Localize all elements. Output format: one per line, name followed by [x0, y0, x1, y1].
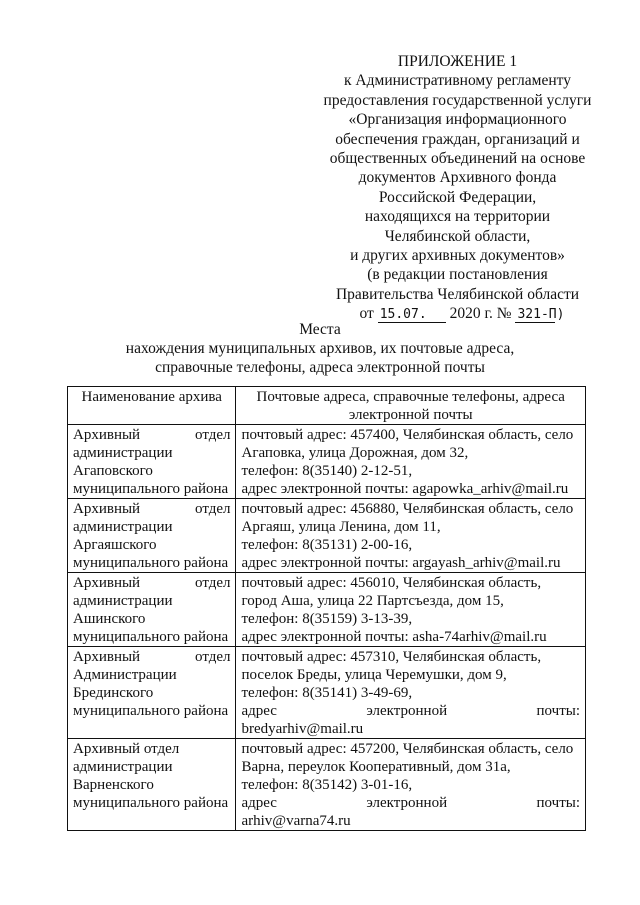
- address-line: почтовый адрес: 457200, Челябинская область, село: [241, 741, 574, 757]
- header-contacts: Почтовые адреса, справочные телефоны, адреса электронной почты: [236, 387, 586, 425]
- address-line: Аргаяш, улица Ленина, дом 11,: [241, 519, 441, 535]
- heading-line: нахождения муниципальных архивов, их почтовые адреса,: [125, 340, 515, 357]
- archive-name-cell: [68, 425, 236, 499]
- email-line: адрес электронной почты: asha-74arhiv@mail.ru: [241, 629, 547, 645]
- name-line: Варненского: [73, 777, 154, 793]
- appendix-line: предоставления государственной услуги: [323, 91, 592, 109]
- address-cell: [236, 739, 586, 831]
- name-line: муниципального района: [73, 629, 229, 645]
- name-line: Администрации: [73, 667, 177, 683]
- appendix-line: к Административному регламенту: [344, 72, 571, 90]
- address-line: почтовый адрес: 457400, Челябинская область, село: [241, 427, 574, 443]
- phone-line: телефон: 8(35141) 3-49-69,: [241, 685, 413, 701]
- document-heading: [100, 320, 540, 377]
- heading-title: Места: [299, 321, 341, 338]
- name-line: муниципального района: [73, 555, 229, 571]
- name-line: Аргаяшского: [73, 537, 157, 553]
- appendix-line: «Организация информационного: [348, 111, 567, 129]
- appendix-block: [300, 52, 615, 324]
- name-line: администрации: [73, 759, 173, 775]
- name-line: Ашинского: [73, 611, 146, 627]
- email-line: bredyarhiv@mail.ru: [241, 721, 364, 737]
- table-row: [68, 573, 586, 647]
- table-row: [68, 499, 586, 573]
- name-line: администрации: [73, 519, 173, 535]
- name-word: Архивный: [73, 501, 141, 517]
- table-header-row: [68, 387, 586, 425]
- appendix-line: Челябинской области,: [384, 227, 531, 245]
- email-label-line: [241, 794, 580, 812]
- appendix-line: и других архивных документов»: [350, 247, 565, 265]
- address-cell: [236, 647, 586, 739]
- phone-line: телефон: 8(35140) 2-12-51,: [241, 463, 413, 479]
- appendix-line: Российской Федерации,: [378, 188, 537, 206]
- name-line: администрации: [73, 593, 173, 609]
- header-archive-name: Наименование архива: [68, 387, 236, 425]
- appendix-line: (в редакции постановления: [367, 266, 548, 284]
- archive-name-cell: [68, 739, 236, 831]
- name-line: Агаповского: [73, 463, 153, 479]
- archive-name-cell: [68, 647, 236, 739]
- table-row: [68, 425, 586, 499]
- email-line: адрес электронной почты: argayash_arhiv@mail.ru: [241, 555, 561, 571]
- appendix-line: документов Архивного фонда: [358, 169, 557, 187]
- address-line: почтовый адрес: 456880, Челябинская область, село: [241, 501, 574, 517]
- table-row: [68, 647, 586, 739]
- appendix-line: Правительства Челябинской области: [335, 285, 580, 303]
- table-row: [68, 739, 586, 831]
- name-word: отдел: [195, 427, 231, 443]
- email-label-word: электронной: [366, 703, 448, 719]
- archive-name-cell: [68, 573, 236, 647]
- email-label-word: адрес: [241, 795, 277, 811]
- address-cell: [236, 573, 586, 647]
- address-line: поселок Бреды, улица Черемушки, дом 9,: [241, 667, 507, 683]
- name-line: Архивный отдел: [73, 741, 180, 757]
- email-line: адрес электронной почты: agapowka_arhiv@mail.ru: [241, 481, 569, 497]
- appendix-line: находящихся на территории: [364, 208, 551, 226]
- heading-line: справочные телефоны, адреса электронной почты: [155, 359, 485, 376]
- appendix-line: обеспечения граждан, организаций и: [335, 130, 580, 148]
- address-line: Варна, переулок Кооперативный, дом 31а,: [241, 759, 511, 775]
- email-label-line: [241, 702, 580, 720]
- address-line: почтовый адрес: 457310, Челябинская область,: [241, 649, 542, 665]
- name-line: муниципального района: [73, 703, 229, 719]
- address-cell: [236, 499, 586, 573]
- name-line: администрации: [73, 445, 173, 461]
- phone-line: телефон: 8(35159) 3-13-39,: [241, 611, 413, 627]
- name-word: Архивный: [73, 575, 141, 591]
- phone-line: телефон: 8(35131) 2-00-16,: [241, 537, 413, 553]
- handwritten-date: 15.07.: [378, 307, 446, 323]
- year-number-label: 2020 г. №: [449, 305, 512, 323]
- email-label-word: адрес: [241, 703, 277, 719]
- phone-line: телефон: 8(35142) 3-01-16,: [241, 777, 413, 793]
- name-line: муниципального района: [73, 795, 229, 811]
- name-word: Архивный: [73, 649, 141, 665]
- archive-name-cell: [68, 499, 236, 573]
- handwritten-number: 321-П): [517, 307, 565, 323]
- name-line: Брединского: [73, 685, 154, 701]
- address-cell: [236, 425, 586, 499]
- address-line: город Аша, улица 22 Партсъезда, дом 15,: [241, 593, 504, 609]
- address-line: почтовый адрес: 456010, Челябинская область,: [241, 575, 542, 591]
- name-word: отдел: [195, 501, 231, 517]
- from-label: от: [359, 305, 374, 323]
- archives-table: [67, 386, 586, 831]
- name-word: отдел: [195, 575, 231, 591]
- email-label-word: электронной: [366, 795, 448, 811]
- appendix-line: общественных объединений на основе: [329, 150, 586, 168]
- name-line: муниципального района: [73, 481, 229, 497]
- address-line: Агаповка, улица Дорожная, дом 32,: [241, 445, 469, 461]
- name-word: отдел: [195, 649, 231, 665]
- email-line: arhiv@varna74.ru: [241, 813, 351, 829]
- email-label-word: почты:: [536, 703, 580, 719]
- appendix-title: ПРИЛОЖЕНИЕ 1: [397, 53, 518, 70]
- email-label-word: почты:: [536, 795, 580, 811]
- name-word: Архивный: [73, 427, 141, 443]
